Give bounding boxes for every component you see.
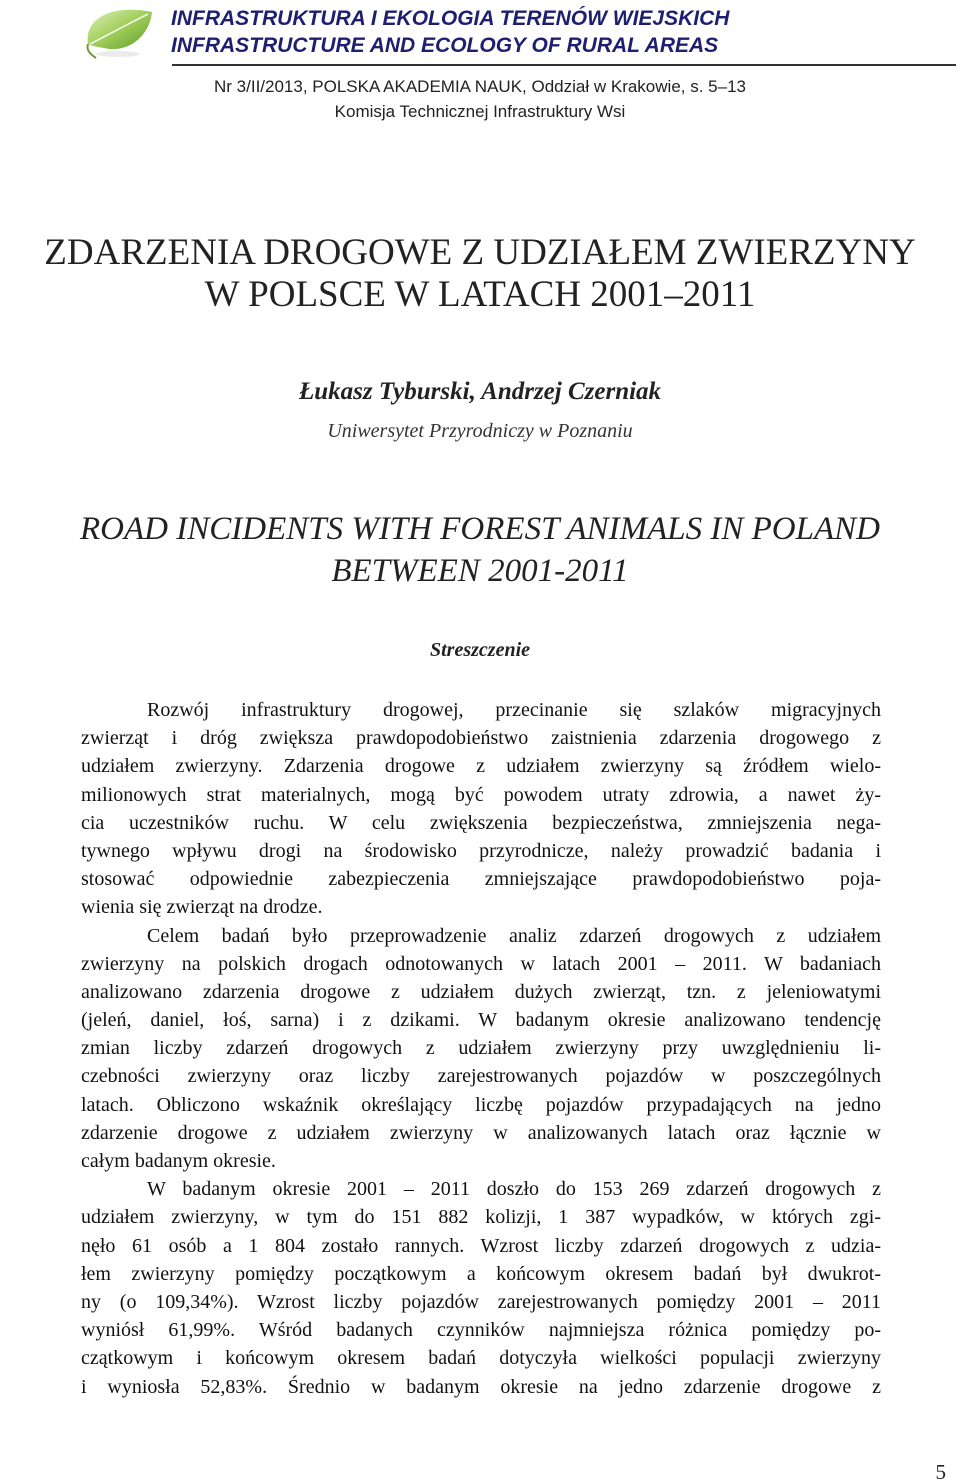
abstract-line: udziałem zwierzyny, w tym do 151 882 kolizji, 1 387 wypadków, w których zgi-	[81, 1206, 881, 1229]
article-title-pl-line: W POLSCE W LATACH 2001–2011	[204, 274, 756, 315]
abstract-line: całym badanym okresie.	[81, 1150, 276, 1172]
abstract-line: łem zwierzyny pomiędzy początkowym a końcowym okresem badań był dwukrot-	[81, 1262, 881, 1285]
abstract-line: zmian liczby zdarzeń drogowych z udziałem zwierzyny przy uwzględnieniu li-	[81, 1037, 881, 1060]
header-divider	[172, 64, 956, 66]
journal-title-en: INFRASTRUCTURE AND ECOLOGY OF RURAL AREAS	[171, 34, 719, 57]
committee-line: Komisja Technicznej Infrastruktury Wsi	[334, 102, 626, 121]
abstract-line: zdarzenie drogowe z udziałem zwierzyny w analizowanych latach oraz łącznie w	[81, 1121, 881, 1144]
abstract-line: tywnego wpływu drogi na środowisko przyrodnicze, należy prowadzić badania i	[81, 839, 881, 862]
abstract-line: nęło 61 osób a 1 804 zostało rannych. Wzrost liczby zdarzeń drogowych z udzia-	[81, 1234, 881, 1257]
abstract-body	[81, 696, 881, 1401]
abstract-line: Rozwój infrastruktury drogowej, przecinanie się szlaków migracyjnych	[147, 699, 881, 721]
abstract-heading: Streszczenie	[430, 639, 530, 661]
article-title-pl	[0, 232, 960, 316]
journal-title-pl: INFRASTRUKTURA I EKOLOGIA TERENÓW WIEJSKICH	[171, 7, 730, 30]
page-number: 5	[935, 1460, 946, 1484]
article-title-en-line: BETWEEN 2001-2011	[331, 553, 629, 589]
abstract-line: czebności zwierzyny oraz liczby zarejestrowanych pojazdów w poszczególnych	[81, 1065, 881, 1088]
abstract-line: udziałem zwierzyny. Zdarzenia drogowe z udziałem zwierzyny są źródłem wielo-	[81, 755, 881, 778]
issue-line: Nr 3/II/2013, POLSKA AKADEMIA NAUK, Oddział w Krakowie, s. 5–13	[214, 77, 746, 96]
abstract-line: (jeleń, daniel, łoś, sarna) i z dzikami. W badanym okresie analizowano tendencję	[81, 1009, 881, 1032]
abstract-line: ny (o 109,34%). Wzrost liczby pojazdów zarejestrowanych pomiędzy 2001 – 2011	[81, 1290, 881, 1313]
abstract-line: i wyniosła 52,83%. Średnio w badanym okresie na jedno zdarzenie drogowe z	[81, 1375, 881, 1398]
article-title-en-line: ROAD INCIDENTS WITH FOREST ANIMALS IN POLAND	[80, 511, 880, 547]
abstract-line: analizowano zdarzenia drogowe z udziałem dużych zwierząt, tzn. z jeleniowatymi	[81, 980, 881, 1003]
abstract-line: zwierząt i dróg zwiększa prawdopodobieństwo zaistnienia zdarzenia drogowego z	[81, 727, 881, 750]
article-title-en	[0, 508, 960, 592]
article-title-pl-line: ZDARZENIA DROGOWE Z UDZIAŁEM ZWIERZYNY	[44, 232, 916, 273]
abstract-line: W badanym okresie 2001 – 2011 doszło do 153 269 zdarzeń drogowych z	[147, 1178, 881, 1201]
abstract-line: czątkowym i końcowym okresem badań dotyczyła wielkości populacji zwierzyny	[81, 1347, 881, 1370]
abstract-line: wienia się zwierząt na drodze.	[81, 896, 323, 919]
abstract-line: cia uczestników ruchu. W celu zwiększenia bezpieczeństwa, zmniejszenia nega-	[81, 811, 881, 834]
abstract-line: latach. Obliczono wskaźnik określający liczbę pojazdów przypadających na jedno	[81, 1093, 881, 1116]
abstract-line: milionowych strat materialnych, mogą być powodem utraty zdrowia, a nawet ży-	[81, 783, 881, 806]
abstract-line: zwierzyny na polskich drogach odnotowanych w latach 2001 – 2011. W badaniach	[81, 952, 881, 975]
leaf-logo-icon	[82, 4, 158, 60]
abstract-line: Celem badań było przeprowadzenie analiz zdarzeń drogowych z udziałem	[147, 924, 881, 947]
abstract-line: stosować odpowiednie zabezpieczenia zmniejszające prawdopodobieństwo poja-	[81, 868, 881, 891]
authors: Łukasz Tyburski, Andrzej Czerniak	[298, 378, 662, 405]
affiliation: Uniwersytet Przyrodniczy w Poznaniu	[327, 420, 633, 442]
abstract-line: wyniósł 61,99%. Wśród badanych czynników najmniejsza różnica pomiędzy po-	[81, 1319, 881, 1342]
journal-title	[171, 5, 951, 59]
